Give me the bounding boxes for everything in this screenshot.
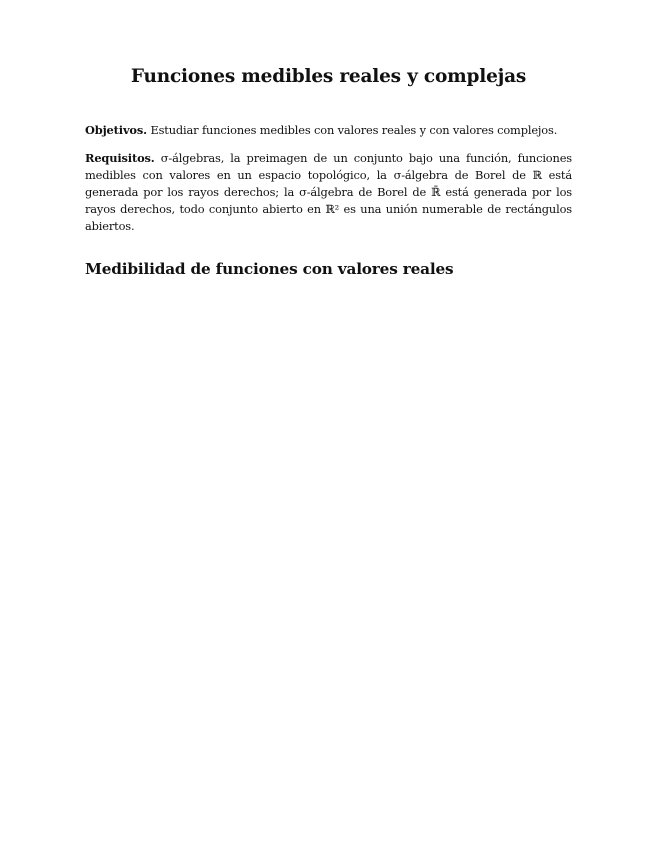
requisitos-paragraph	[85, 150, 572, 235]
objetivos-label: Objetivos.	[85, 123, 147, 137]
requisitos-label: Requisitos.	[85, 151, 155, 165]
section-title: Medibilidad de funciones con valores reales	[85, 260, 454, 278]
objetivos-paragraph	[85, 122, 572, 139]
objetivos-text: Estudiar funciones medibles con valores reales y con valores complejos.	[150, 123, 558, 137]
requisitos-text: σ-álgebras, la preimagen de un conjunto bajo una función, funciones medibles con valores en un espacio topológico, la σ-álgebra de Borel de ℝ está generada por los rayos derechos; la σ-álgebra de Borel de ℝ̄ está generada por los rayos derechos, todo conjunto abierto en ℝ² es una unión numerable de rectángulos abiertos.	[85, 151, 572, 233]
document-title: Funciones medibles reales y complejas	[130, 66, 527, 87]
